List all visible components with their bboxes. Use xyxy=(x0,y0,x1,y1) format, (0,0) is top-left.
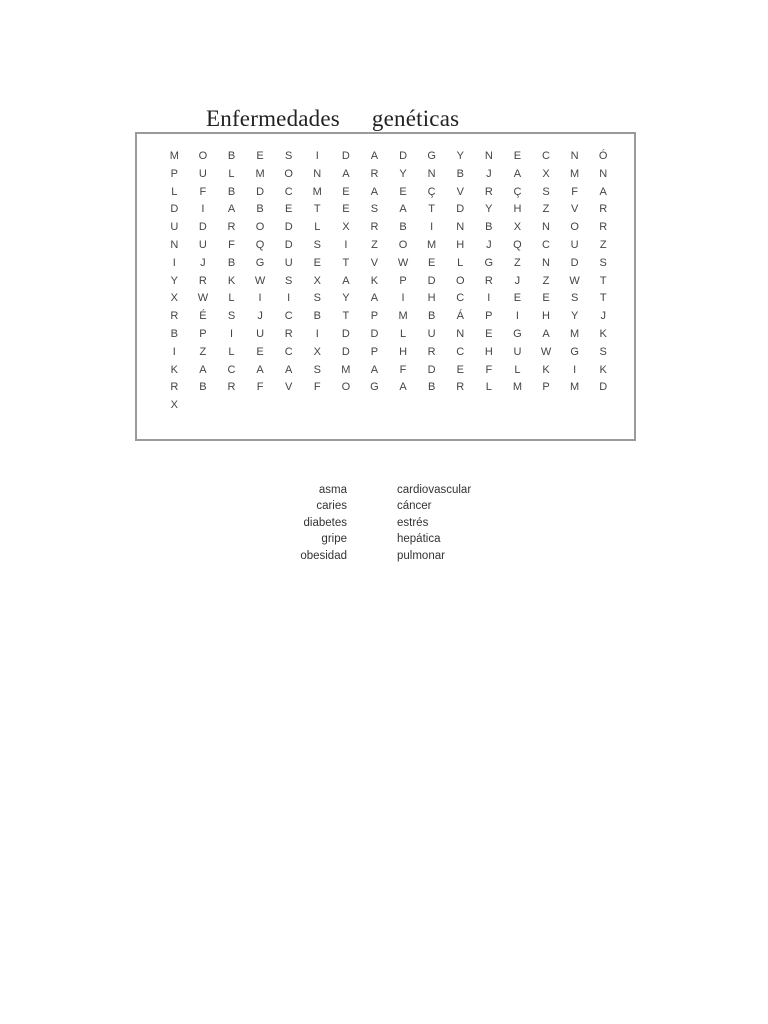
grid-cell: L xyxy=(314,221,321,234)
grid-cell: C xyxy=(284,185,293,198)
grid-cell: R xyxy=(227,381,236,394)
grid-cell: O xyxy=(255,221,265,234)
grid-cell: Y xyxy=(399,167,407,180)
grid-cell: I xyxy=(258,292,262,305)
grid-cell: R xyxy=(370,221,379,234)
word-list-item: hepática xyxy=(397,533,441,546)
grid-cell: S xyxy=(370,203,379,216)
grid-cell: F xyxy=(571,185,578,198)
grid-cell: E xyxy=(427,256,436,269)
grid-cell: E xyxy=(342,185,350,198)
grid-cell: U xyxy=(170,221,179,234)
grid-cell: A xyxy=(513,167,522,180)
grid-cell: U xyxy=(570,238,579,251)
grid-cell: R xyxy=(599,203,608,216)
grid-cell: O xyxy=(570,221,579,234)
grid-cell: K xyxy=(170,363,178,376)
grid-cell: B xyxy=(256,203,264,216)
grid-cell: M xyxy=(427,238,437,251)
grid-cell: Y xyxy=(342,292,350,305)
grid-cell: U xyxy=(198,167,207,180)
grid-cell: W xyxy=(254,274,266,287)
grid-cell: A xyxy=(399,203,407,216)
grid-cell: I xyxy=(573,363,577,376)
word-list-item: diabetes xyxy=(303,516,347,529)
grid-cell: D xyxy=(284,238,293,251)
grid-cell: G xyxy=(427,150,436,162)
grid-cell: F xyxy=(485,363,493,376)
grid-cell: M xyxy=(312,185,322,198)
grid-cell: D xyxy=(370,327,379,340)
grid-cell: C xyxy=(456,345,465,358)
grid-cell: A xyxy=(256,363,264,376)
grid-cell: S xyxy=(313,238,321,251)
title-part-2: genéticas xyxy=(371,106,460,131)
grid-cell: Ç xyxy=(427,185,436,198)
grid-cell: T xyxy=(428,203,435,216)
word-list-item: asma xyxy=(318,484,347,496)
word-list-left xyxy=(240,482,347,564)
grid-cell: T xyxy=(342,256,350,269)
grid-cell: A xyxy=(285,363,293,376)
grid-cell: A xyxy=(370,292,379,305)
grid-cell: L xyxy=(457,256,464,269)
grid-cell: S xyxy=(599,256,607,269)
letter-grid xyxy=(160,148,618,415)
grid-cell: J xyxy=(514,274,521,287)
grid-cell: P xyxy=(542,381,550,394)
grid-cell: N xyxy=(313,167,322,180)
grid-cell: I xyxy=(315,150,319,162)
grid-cell: D xyxy=(599,381,608,394)
grid-cell: X xyxy=(342,221,350,234)
grid-cell: S xyxy=(599,345,607,358)
grid-cell: H xyxy=(399,345,408,358)
grid-cell: B xyxy=(227,150,236,162)
grid-cell: Y xyxy=(456,150,464,162)
grid-cell: F xyxy=(228,238,235,251)
grid-cell: V xyxy=(370,256,379,269)
grid-cell: E xyxy=(399,185,407,198)
grid-cell: A xyxy=(342,274,350,287)
grid-cell: X xyxy=(513,221,522,234)
grid-cell: G xyxy=(570,345,579,358)
grid-cell: A xyxy=(342,167,350,180)
grid-cell: U xyxy=(256,327,265,340)
grid-cell: B xyxy=(485,221,493,234)
grid-cell: D xyxy=(570,256,579,269)
grid-cell: L xyxy=(514,363,521,376)
grid-cell: I xyxy=(315,327,319,340)
grid-cell: E xyxy=(256,345,264,358)
grid-cell: I xyxy=(401,292,405,305)
grid-cell: S xyxy=(285,150,293,162)
grid-cell: E xyxy=(342,203,350,216)
grid-cell: I xyxy=(201,203,205,216)
grid-cell: L xyxy=(228,292,235,305)
grid-cell: C xyxy=(542,150,550,162)
grid-cell: C xyxy=(284,345,293,358)
grid-cell: L xyxy=(399,327,407,340)
word-list-item: cardiovascular xyxy=(397,484,472,496)
grid-cell: M xyxy=(169,150,179,162)
grid-cell: D xyxy=(341,150,350,162)
grid-cell: B xyxy=(427,310,436,323)
grid-cell: B xyxy=(456,167,464,180)
grid-cell: T xyxy=(313,203,321,216)
grid-cell: B xyxy=(427,381,436,394)
title-part-1: Enfermedades xyxy=(206,106,340,131)
grid-cell: R xyxy=(170,310,179,323)
word-list-item: obesidad xyxy=(300,549,347,562)
grid-cell: F xyxy=(256,381,264,394)
grid-cell: Q xyxy=(255,238,265,251)
grid-cell: O xyxy=(284,167,293,180)
grid-cell: K xyxy=(370,274,379,287)
grid-cell: D xyxy=(198,221,207,234)
grid-cell: P xyxy=(399,274,407,287)
grid-cell: X xyxy=(313,274,321,287)
grid-cell: P xyxy=(370,310,379,323)
grid-cell: B xyxy=(399,221,407,234)
grid-cell: Z xyxy=(514,256,521,269)
grid-cell: Z xyxy=(371,238,378,251)
grid-cell: Ó xyxy=(598,150,608,162)
grid-cell: H xyxy=(513,203,522,216)
grid-cell: V xyxy=(285,381,293,394)
grid-cell: R xyxy=(484,185,493,198)
grid-cell: D xyxy=(427,363,436,376)
grid-cell: O xyxy=(341,381,351,394)
grid-cell: B xyxy=(227,185,236,198)
grid-cell: I xyxy=(487,292,491,305)
grid-cell: D xyxy=(341,327,350,340)
grid-cell: G xyxy=(513,327,522,340)
grid-cell: L xyxy=(485,381,492,394)
grid-cell: S xyxy=(313,292,321,305)
grid-cell: M xyxy=(570,167,580,180)
grid-cell: H xyxy=(484,345,493,358)
grid-cell: B xyxy=(170,327,178,340)
grid-cell: T xyxy=(342,310,350,323)
grid-cell: L xyxy=(228,345,235,358)
grid-cell: X xyxy=(170,292,178,305)
puzzle-title xyxy=(206,106,459,132)
grid-cell: N xyxy=(542,256,550,269)
grid-cell: C xyxy=(542,238,550,251)
grid-cell: B xyxy=(313,310,321,323)
grid-cell: P xyxy=(170,167,178,180)
grid-cell: Y xyxy=(170,274,178,287)
grid-cell: A xyxy=(599,185,607,198)
grid-cell: J xyxy=(486,167,492,180)
grid-cell: X xyxy=(170,399,178,412)
word-list-item: pulmonar xyxy=(397,549,445,562)
grid-cell: U xyxy=(284,256,293,269)
grid-cell: S xyxy=(227,310,236,323)
grid-cell: N xyxy=(456,221,465,234)
grid-cell: U xyxy=(198,238,207,251)
grid-cell: B xyxy=(227,256,236,269)
grid-cell: A xyxy=(542,327,550,340)
grid-cell: J xyxy=(486,238,492,251)
grid-cell: E xyxy=(256,150,264,162)
grid-cell: A xyxy=(370,185,379,198)
grid-cell: D xyxy=(456,203,465,216)
grid-cell: C xyxy=(284,310,293,323)
grid-cell: G xyxy=(484,256,494,269)
grid-cell: I xyxy=(172,256,176,269)
grid-cell: I xyxy=(172,345,176,358)
grid-cell: A xyxy=(227,203,236,216)
grid-cell: J xyxy=(257,310,263,323)
grid-cell: C xyxy=(456,292,465,305)
grid-cell: Á xyxy=(456,310,464,323)
grid-cell: S xyxy=(570,292,579,305)
grid-cell: A xyxy=(199,363,207,376)
grid-cell: O xyxy=(455,274,465,287)
grid-cell: N xyxy=(456,327,465,340)
grid-cell: R xyxy=(484,274,493,287)
grid-cell: H xyxy=(427,292,436,305)
grid-cell: D xyxy=(256,185,265,198)
word-list-item: gripe xyxy=(321,533,347,546)
grid-cell: W xyxy=(397,256,409,269)
grid-cell: K xyxy=(599,363,607,376)
grid-cell: E xyxy=(456,363,464,376)
grid-cell: G xyxy=(255,256,265,269)
grid-cell: Q xyxy=(513,238,522,251)
grid-cell: S xyxy=(285,274,293,287)
grid-cell: W xyxy=(569,274,580,287)
grid-cell: V xyxy=(570,203,579,216)
grid-cell: R xyxy=(284,327,293,340)
grid-cell: D xyxy=(399,150,408,162)
grid-cell: I xyxy=(430,221,434,234)
grid-cell: R xyxy=(370,167,379,180)
grid-cell: K xyxy=(599,327,607,340)
grid-cell: Y xyxy=(570,310,579,323)
grid-cell: E xyxy=(542,292,550,305)
word-list-item: estrés xyxy=(397,516,429,529)
grid-cell: W xyxy=(197,292,209,305)
grid-cell: E xyxy=(513,150,522,162)
grid-cell: J xyxy=(200,256,206,269)
grid-cell: A xyxy=(370,150,379,162)
grid-cell: P xyxy=(485,310,493,323)
grid-cell: O xyxy=(198,150,208,162)
grid-cell: C xyxy=(227,363,236,376)
grid-cell: I xyxy=(344,238,348,251)
grid-cell: N xyxy=(599,167,608,180)
grid-cell: U xyxy=(513,345,522,358)
grid-cell: S xyxy=(542,185,550,198)
grid-cell: K xyxy=(542,363,550,376)
grid-cell: R xyxy=(170,381,179,394)
grid-cell: R xyxy=(456,381,465,394)
grid-cell: D xyxy=(284,221,293,234)
grid-cell: N xyxy=(170,238,179,251)
grid-cell: F xyxy=(199,185,207,198)
grid-cell: G xyxy=(370,381,379,394)
grid-cell: Y xyxy=(485,203,493,216)
grid-cell: E xyxy=(285,203,293,216)
grid-cell: I xyxy=(287,292,291,305)
grid-cell: X xyxy=(313,345,321,358)
grid-cell: Z xyxy=(599,238,607,251)
grid-cell: R xyxy=(427,345,436,358)
grid-cell: N xyxy=(427,167,436,180)
grid-cell: O xyxy=(398,238,408,251)
grid-cell: M xyxy=(255,167,265,180)
word-list-item: caries xyxy=(316,500,347,513)
grid-cell: D xyxy=(341,345,350,358)
grid-cell: A xyxy=(370,363,379,376)
grid-cell: P xyxy=(199,327,207,340)
grid-cell: M xyxy=(398,310,408,323)
grid-cell: T xyxy=(599,274,607,287)
grid-cell: E xyxy=(513,292,522,305)
grid-cell: N xyxy=(570,150,579,162)
grid-cell: Z xyxy=(199,345,207,358)
grid-cell: D xyxy=(170,203,179,216)
grid-cell: R xyxy=(599,221,608,234)
grid-cell: I xyxy=(229,327,234,340)
grid-cell: U xyxy=(427,327,436,340)
grid-cell: M xyxy=(570,327,580,340)
grid-cell: N xyxy=(542,221,550,234)
grid-cell: N xyxy=(484,150,493,162)
word-list-right xyxy=(397,482,471,564)
grid-cell: D xyxy=(427,274,436,287)
grid-cell: S xyxy=(313,363,321,376)
grid-cell: Ç xyxy=(513,185,522,198)
grid-cell: W xyxy=(540,345,552,358)
grid-cell: É xyxy=(199,310,207,323)
grid-cell: A xyxy=(399,381,407,394)
grid-cell: P xyxy=(370,345,379,358)
grid-cell: M xyxy=(341,363,351,376)
word-list-item: cáncer xyxy=(397,500,432,513)
grid-cell: Z xyxy=(542,274,550,287)
grid-cell: Z xyxy=(542,203,550,216)
grid-cell: R xyxy=(227,221,236,234)
grid-cell: M xyxy=(570,381,580,394)
grid-cell: B xyxy=(199,381,207,394)
grid-cell: E xyxy=(485,327,493,340)
grid-cell: L xyxy=(171,185,178,198)
grid-cell: X xyxy=(542,167,550,180)
grid-cell: L xyxy=(228,167,235,180)
grid-cell: T xyxy=(599,292,607,305)
grid-cell: K xyxy=(227,274,236,287)
grid-cell: F xyxy=(399,363,407,376)
grid-cell: M xyxy=(512,381,522,394)
grid-cell: R xyxy=(198,274,207,287)
grid-cell: H xyxy=(542,310,550,323)
grid-cell: V xyxy=(456,185,464,198)
grid-cell: H xyxy=(456,238,465,251)
grid-cell: I xyxy=(515,310,519,323)
grid-cell: F xyxy=(313,381,321,394)
grid-cell: E xyxy=(313,256,321,269)
grid-cell: J xyxy=(600,310,606,323)
